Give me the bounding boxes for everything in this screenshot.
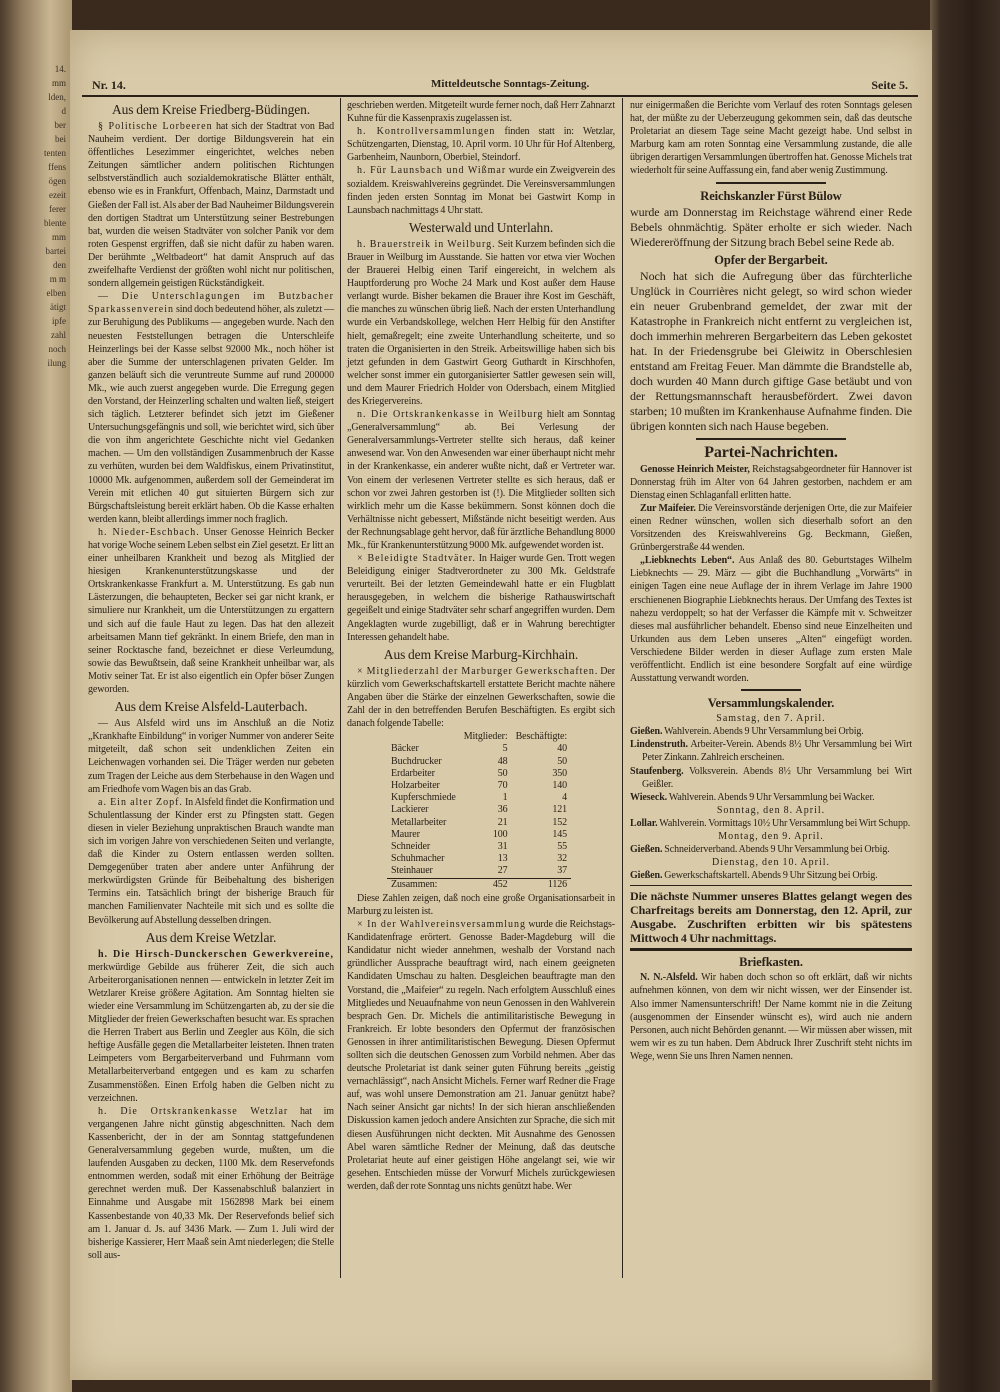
membership-table	[387, 731, 571, 891]
section-title: Briefkasten.	[739, 955, 803, 970]
article: Zur Maifeier. Die Vereinsvorstände derjenigen Orte, die zur Maifeier einen Redner wünschen, wollen sich dieserhalb sofort an den Vorsitzenden des Kreiswahlvereins Gg. Beckmann, Gießen, Grünbergerstraße 44 wenden.	[630, 502, 912, 554]
table-cell: Zusammen:	[387, 878, 460, 891]
trade-name: Holzarbeiter	[391, 780, 440, 792]
calendar-entry: Gießen. Wahlverein. Abends 9 Uhr Versammlung bei Orbig.	[630, 726, 864, 738]
issue-number: Nr. 14.	[92, 78, 126, 92]
trade-name: Maurer	[391, 828, 420, 840]
facing-page-text: zahl	[51, 330, 66, 340]
facing-page-text: ipfe	[52, 316, 66, 326]
table-cell: 100	[492, 828, 508, 840]
book-binding	[930, 0, 1000, 1392]
trade-name: Steinhauer	[391, 865, 433, 877]
table-cell: 152	[552, 816, 568, 828]
facing-page-text: bartei	[45, 246, 66, 256]
article: h. Die Hirsch-Dunckerschen Gewerkvereine, merkwürdige Gebilde aus früherer Zeit, die sich auch Arbeiterorganisationen nennen — entwickeln in letzter Zeit im Wetzlarer Kreise größere Agitation. Am Sonntag hielten sie wieder eine Versammlung im Schützengarten ab, zu der sie die Mitglieder der freien Gewerkschaften besucht war. Es sprachen die Herren Trabert aus Berlin und Zeegler aus Köln, die sich heftige Ausfälle gegen die Metallarbeiter leisteten. Ihnen traten Leimpeters vom Bergarbeiterverband und Fuhrmann vom Metallarbeiterverband entgegen und es kam zu scharfen Zusammenstößen. Einen Erfolg haben die Gelben nicht zu verzeichnen.	[88, 948, 334, 1104]
facing-page-text: ätigt	[50, 302, 66, 312]
table-cell: 50	[557, 755, 568, 767]
article: „Liebknechts Leben“. Aus Anlaß des 80. Geburtstages Wilhelm Liebknechts — 29. März — gibt die Buchhandlung „Vorwärts“ in einigen Tagen eine neue Auflage der in ihrem Verlage im Jahre 1900 erschienenen Biographie Liebknechts heraus. Der Umfang des Textes ist nahezu verdoppelt; so hat der Verfasser die Kämpfe mit v. Schweitzer dieses mal ausführlicher behandelt. Ebenso sind neue Einzelheiten und Urkunden aus dem Leben unseres „Alten“ eingefügt worden. Verschiedene Bilder werden in dieser Auflage zum ersten Male veröffentlicht. Endlich ist eine besondere Sorgfalt auf eine würdige Ausstattung verwandt worden.	[630, 555, 912, 685]
calendar-entry: Wieseck. Wahlverein. Abends 9 Uhr Versammlung bei Wacker.	[630, 791, 875, 803]
table-row	[387, 804, 571, 816]
column-rule	[622, 98, 623, 1278]
section-title: Aus dem Kreise Wetzlar.	[145, 929, 277, 945]
section-title: Reichskanzler Fürst Bülow	[700, 188, 842, 203]
section-title: Aus dem Kreise Friedberg-Büdingen.	[111, 102, 311, 117]
facing-page-text: blente	[44, 218, 66, 228]
facing-page-text: d	[61, 106, 66, 116]
table-cell: 5	[502, 743, 508, 755]
table-cell: 13	[497, 853, 508, 865]
table-cell: 1	[502, 792, 508, 804]
trade-name: Metallarbeiter	[391, 816, 447, 828]
table-row	[387, 817, 571, 829]
facing-page-text: ögen	[48, 176, 66, 186]
article: h. Für Launsbach und Wißmar wurde ein Zweigverein des sozialdem. Kreiswahlvereins gegründet. Die Vereinsversammlungen finden jeden ersten Sonntag im Monat bei Gastwirt Komp in Launsbach nachmittags 4 Uhr statt.	[347, 165, 615, 216]
article: Noch hat sich die Aufregung über das fürchterliche Unglück in Courrières nicht gelegt, so wird schon wieder ein neuer Grubenbrand gemeldet, der zwar mit der Katastrophe in Frankreich nicht entfernt zu vergleichen ist, doch immerhin mehreren Bergarbeitern das Leben gekostet hat. In der Friedensgrube bei Gleiwitz in Oberschlesien entstand am Freitag Feuer. Man dämmte die Brandstelle ab, doch wurden 40 Mann durch giftige Gase betäubt und von der Rettungsmannschaft herausbefördert. Zwei davon starben; 10 mußten im Krankenhause Aufnahme finden. Die übrigen konnten sich nach Hause begeben.	[630, 268, 912, 433]
article: — Die Unterschlagungen im Butzbacher Sparkassenverein sind doch bedeutend höher, als zuletzt — zur Beruhigung des Publikums — angegeben wurde. Nach den neuesten Feststellungen betragen die Unterschleife Heinzerlings bei der Kasse selbst 92000 Mk., noch höher ist aber die Summe der unterschlagenen privaten Gelder. Im ganzen beläuft sich die veruntreute Summe auf rund 200000 Mk., wie auch zuerst angegeben wurde. Die Erregung gegen den Vorstand, der Heinzerling schalten und walten ließ, steigert sich täglich. Letzterer befindet sich jetzt im Gießener Untersuchungsgefängnis und soll, wie berichtet wird, sich über die von ihm angerichtete Geschichte nicht viel Gedanken machen. — Um den vollständigen Zusammenbruch der Kasse zu verhüten, wurden bei dem Waldfiskus, einem Privatinstitut, 10000 Mk. aufgenommen, außerdem soll der Gemeinderat im Verein mit etlichen 40 gut situierten Bürgern sich zur Bürgschaftsleistung bereit erklärt haben. Ob die Kasse erhalten werden kann, bleibt allerdings immer noch fraglich.	[88, 291, 334, 525]
table-cell: 31	[497, 841, 508, 853]
table-row	[387, 792, 571, 804]
page-number: Seite 5.	[871, 78, 908, 92]
facing-page-text: lden,	[48, 92, 66, 102]
table-row	[387, 829, 571, 841]
table-row	[387, 780, 571, 792]
divider	[696, 438, 846, 440]
column-2	[347, 99, 615, 1193]
section-title: Partei-Nachrichten.	[704, 443, 838, 461]
divider	[630, 948, 912, 951]
article: h. Kontrollversammlungen finden statt in: Wetzlar, Schützengarten, Dienstag, 10. April vorm. 10 Uhr für Hof Altenberg, Garbenheim, Naunborn, Oberbiel, Steindorf.	[347, 126, 615, 164]
facing-page-text: mm	[51, 232, 66, 242]
table-cell: 37	[557, 865, 568, 877]
column-1	[88, 99, 334, 1262]
header-rule	[82, 95, 918, 97]
trade-name: Schneider	[391, 841, 431, 853]
trade-name: Buchdrucker	[391, 755, 442, 767]
table-cell: 32	[557, 853, 568, 865]
section-title: Aus dem Kreise Marburg-Kirchhain.	[383, 646, 579, 662]
table-cell: 350	[552, 767, 568, 779]
calendar-day: Sonntag, den 8. April.	[716, 804, 826, 816]
table-cell: 40	[557, 743, 568, 755]
trade-name: Erdarbeiter	[391, 767, 435, 779]
trade-name: Lackierer	[391, 804, 429, 816]
meeting-calendar	[630, 712, 912, 882]
trade-name: Bäcker	[391, 743, 419, 755]
table-row	[387, 865, 571, 878]
article: a. Ein alter Zopf. In Alsfeld findet die Konfirmation und Schulentlassung der Kinder erst zu Pfingsten statt. Gegen diesen in vieler Beziehung unpraktischen Brauch wandte man sich im vorigen Jahre von verschiedenen Seiten und verlangte, daß die Kinder zu Ostern entlassen werden sollten. Demgegenüber traten aber andere unter Anführung der merkwürdigsten Gründe für Beibehaltung des bisherigen Termins ein. Tatsächlich bringt der bisherige Brauch für manchen Familienvater Nachteile mit sich und es sollte die Bevölkerung auf Abstellung desselben dringen.	[88, 796, 334, 926]
article: — Aus Alsfeld wird uns im Anschluß an die Notiz „Krankhafte Einbildung“ in voriger Nummer von anderer Seite mitgeteilt, daß schon seit undenklichen Zeiten ein Leichenwagen vorhanden sei. Die Träger werden nur gebeten zum Tragen der Leiche aus dem Sterbehause in den Wagen und am Friedhofe vom Wagen bis an das Grab.	[88, 718, 334, 795]
table-cell: 452	[460, 878, 512, 891]
divider	[630, 885, 912, 886]
article: × In der Wahlvereinsversammlung wurde die Reichstags-Kandidatenfrage erörtert. Genosse Bader-Magdeburg will die Kandidatur nicht wieder annehmen, weshalb der Vorstand nach gründlicher Aussprache beauftragt wird, nach einem geeigneten Kandidaten Umschau zu halten. Desgleichen beauftragte man den Vorstand, die „Maifeier“ zu regeln. Nach erfolgtem Ausschluß eines Mitgliedes und Neuaufnahme von neun Genossen in den Wahlverein besprach Gen. Dr. Michels die antimilitaristische Bewegung in Frankreich. Er lobte besonders den Opfermut der französischen Genossen in ihrer antimilitaristischen Bewegung. Diesen Opfermut sollten sich die deutschen Genossen zum Vorbild nehmen. Aber das deutsche Proletariat ist dank seiner guten Führung bereits „geistig vernachlässigt“, nach Ansicht Michels. Ferner warf Redner die Frage auf, was wohl unsere Demonstration am 21. Januar genützt habe? Nach seiner Ansicht gar nichts! In der sich hieran anschließenden Diskussion kamen jedoch andere Ansichten zur Sprache, die sich mit diesen Ausführungen nicht deckten. Mit Ausnahme des Genossen Abel waren sämtliche Redner der Meinung, daß das deutsche Proletariat heute auf einer geistigen Höhe angelangt sei, wie wir gesehen. Entschieden müsse der Vorwurf Michels zurückgewiesen werden, daß der rote Sonntag uns nichts genützt habe. Wer	[347, 919, 616, 1192]
calendar-day: Samstag, den 7. April.	[716, 713, 826, 725]
facing-page-text: ber	[54, 120, 66, 130]
divider	[741, 689, 801, 691]
facing-page-text: mm	[51, 78, 66, 88]
calendar-day: Dienstag, den 10. April.	[711, 857, 831, 869]
table-cell: 48	[497, 755, 508, 767]
article: wurde am Donnerstag im Reichstage während einer Rede Bebels ohnmächtig. Später erholte er sich wieder. Nach Wiedereröffnung der Sitzung brach Bebel seine Rede ab.	[630, 204, 912, 249]
calendar-entry: Gießen. Gewerkschaftskartell. Abends 9 Uhr Sitzung bei Orbig.	[630, 870, 878, 882]
article: × Beleidigte Stadtväter. In Haiger wurde Gen. Trott wegen Beleidigung einiger Stadtverordneter zu 300 Mk. Geldstrafe verurteilt. Bei der letzten Gemeindewahl hatte er ein Flugblatt herausgegeben, in welchem die bisherige Rathauswirtschaft gegeißelt und einige Stadtväter sehr scharf angegriffen wurden. Dem Angeklagten wurde zugebilligt, daß er in Wahrung berechtigter Interessen gehandelt habe.	[347, 553, 615, 643]
facing-page-text: bei	[55, 134, 66, 144]
table-cell: 36	[497, 804, 508, 816]
section-title: Opfer der Bergarbeit.	[714, 252, 828, 267]
table-cell: 50	[497, 767, 508, 779]
calendar-entry: Gießen. Schneiderverband. Abends 9 Uhr Versammlung bei Orbig.	[630, 844, 890, 856]
trade-name: Kupferschmiede	[391, 792, 456, 804]
page-header	[86, 78, 916, 94]
column-rule	[340, 98, 341, 1278]
table-cell: 4	[562, 792, 568, 804]
facing-page-text: ferer	[49, 204, 66, 214]
article: Genosse Heinrich Meister, Reichstagsabgeordneter für Hannover ist Donnerstag früh im Alter von 64 Jahren gestorben, nachdem er am Dienstag einen Schlaganfall erlitten hatte.	[630, 463, 912, 501]
facing-page-text: ezeit	[49, 190, 66, 200]
column-header: Beschäftigte:	[515, 731, 568, 743]
calendar-entry: Lindenstruth. Arbeiter-Verein. Abends 8½ Uhr Versammlung bei Wirt Peter Zinkann. Zahlreich erscheinen.	[630, 739, 912, 764]
facing-page-edge	[0, 0, 72, 1392]
article: h. Nieder-Eschbach. Unser Genosse Heinrich Becker hat vorige Woche seinem Leben selbst ein Ziel gesetzt. Er litt an einer unheilbaren Krankheit und bezog als Mitglied der hiesigen Krankenunterstützungskasse und der Ortskrankenkasse Frankfurt a. M. Unterstützung. Es gab nun Lästerzungen, die behaupteten, Becker sei gar nicht krank, er simuliere nur Krankheit, um die Unterstützungen zu ergattern und sich auf die faule Haut zu legen. Das hat den allezeit arbeitsamen Mann tief gekränkt. In einem Briefe, den man in seiner Rocktasche fand, bezeichnet er diese Verleumdung, sowie das Bewußtsein, daß seine Krankheit unheilbar war, als Motiv seiner Tat. Er ist also eigentlich ein Opfer böser Zungen geworden.	[88, 526, 334, 696]
calendar-entry: Staufenberg. Volksverein. Abends 8½ Uhr Versammlung bei Wirt Geißler.	[630, 765, 912, 790]
divider	[716, 182, 826, 184]
article: n. Die Ortskrankenkasse in Weilburg hielt am Sonntag „Generalversammlung“ ab. Bei Verlesung der Generalversammlungs-Vertreter stellte sich heraus, daß keiner anwesend war. Von den Anwesenden war einer überhaupt nicht mehr in der Krankenkasse, ein anderer wußte nicht, daß er Vertreter war. Von einem der verlesenen Vertreter stellte es sich heraus, daß er schon vor zwei Jahren gestorben ist (!). Die Mitglieder sollten sich wirklich mehr um die Kasse bekümmern. Sonst können doch die Verhältnisse nicht gebessert, Mißstände nicht beseitigt werden. Aus der Rechnungsablage geht hervor, daß für ärztliche Behandlung 8000 Mk., für Krankenunterstützung 9000 Mk. aufgewendet worden ist.	[347, 409, 615, 551]
section-title: Versammlungskalender.	[707, 696, 835, 711]
table-cell: 70	[497, 780, 508, 792]
section-title: Aus dem Kreise Alsfeld-Lauterbach.	[114, 699, 308, 715]
facing-page-text: elben	[46, 288, 66, 298]
calendar-day: Montag, den 9. April.	[718, 831, 824, 842]
facing-page-text: 14.	[54, 64, 66, 74]
facing-page-text: m m	[49, 274, 66, 284]
table-cell: 121	[552, 804, 568, 816]
article: h. Die Ortskrankenkasse Wetzlar hat im vergangenen Jahre nicht günstig abgeschnitten. Nach dem Kassenbericht, der in der am Sonntag stattgefundenen Generalversammlung gegeben wurde, mußten, um die laufenden Ausgaben zu decken, 1100 Mk. dem Reservefonds entnommen werden, sodaß mit einer Erhöhung der Beiträge gerechnet werden muß. Der Kassenabschluß balanziert in Einnahme und Ausgabe mit 1562898 Mark bei einem Kassenbestande von 40,33 Mk. Der Reservefonds belief sich am 1. Januar d. Js. auf 3436 Mark. — Zum 1. Juli wird der bisherige Kassierer, Herr Maaß sein Amt niederlegen; die Stelle soll aus-	[88, 1105, 334, 1261]
facing-page-text: ilung	[47, 358, 66, 368]
table-row	[387, 743, 571, 755]
calendar-entry: Lollar. Wahlverein. Vormittags 10½ Uhr Versammlung bei Wirt Schupp.	[630, 817, 911, 829]
facing-page-text: den	[53, 260, 66, 270]
article: geschrieben werden. Mitgeteilt wurde ferner noch, daß Herr Zahnarzt Kuhne für die Kassenpraxis zugelassen ist.	[347, 100, 615, 125]
table-cell: 55	[557, 841, 568, 853]
table-cell: 1126	[512, 878, 571, 891]
table-cell: 140	[552, 780, 568, 792]
article: × Mitgliederzahl der Marburger Gewerkschaften. Der kürzlich vom Gewerkschaftskartell erstattete Bericht machte nähere Angaben über die Stärke der einzelnen Gewerkschaften, sowie die Zahl der in den betreffenden Berufen Beschäftigten. Es ergibt sich danach folgende Tabelle:	[347, 665, 615, 730]
article: nur einigermaßen die Berichte vom Verlauf des roten Sonntags gelesen hat, der müßte zu der Ueberzeugung gekommen sein, daß das deutsche Proletariat an diesem Tage seine Macht gezeigt habe. Und selbst in Marburg kam am roten Sonntag eine Versammlung zustande, die alle übrigen derartigen Versammlungen übertroffen hat. Genosse Michels trat wiederholt für seine Auffassung ein, fand aber wenig Zustimmung.	[630, 100, 912, 177]
table-row	[387, 853, 571, 865]
table-row	[387, 768, 571, 780]
column-header: Mitglieder:	[463, 731, 508, 743]
facing-page-text: ffens	[48, 162, 66, 172]
table-total-row	[387, 878, 571, 891]
publication-notice: Die nächste Nummer unseres Blattes gelangt wegen des Charfreitags bereits am Donnerstag, den 12. April, zur Ausgabe. Zuschriften erbitten wir bis spätestens Mittwoch 4 Uhr nachmittags.	[630, 889, 912, 946]
article: Diese Zahlen zeigen, daß noch eine große Organisationsarbeit in Marburg zu leisten ist.	[347, 892, 615, 917]
table-cell: 27	[497, 865, 508, 877]
facing-page-text: tenten	[44, 148, 66, 158]
table-row	[387, 841, 571, 853]
article: § Politische Lorbeeren hat sich der Stadtrat von Bad Nauheim verdient. Der dortige Bildungsverein hat ein öffentliches Lesezimmer eingerichtet, welches neben Zeitungen sämtlicher andern politischen Richtungen selbstverständlich auch sozialdemokratische Blätter enthält, ebenso wie es in Frankfurt, Offenbach, Mainz, Darmstadt und Gießen der Fall ist. Als aber der Bad Nauheimer Bildungsverein den dortigen Stadtrat um Unterstützung seiner Bestrebungen bat, wurden die weisen Stadtväter von solcher Panik vor dem roten Gespenst ergriffen, daß sie nicht dafür zu haben waren. Der berühmte „Weltbadeort“ hat damit Anspruch auf das zweifelhafte Verdienst der größten wohl nicht nur politischen, sondern allgemein geistigen Rückständigkeit.	[88, 121, 335, 290]
table-row	[387, 756, 571, 768]
article: N. N.-Alsfeld. Wir haben doch schon so oft erklärt, daß wir nichts aufnehmen können, von dem wir nicht wissen, wer der Einsender ist. Also immer Namensunterschrift! Der Name kommt nie in die Zeitung (ausgenommen der Einsender wünscht es), wird auch nie andern Personen, auch nicht Behörden genannt. — Wir müssen aber wissen, mit wem wir es zu tun haben. Dem Abdruck Ihrer Zuschrift steht nichts im Wege, wenn Sie uns Ihren Namen nennen.	[630, 972, 912, 1062]
facing-page-text: noch	[48, 344, 66, 354]
table-cell: 21	[497, 816, 508, 828]
trade-name: Schuhmacher	[391, 853, 445, 865]
newspaper-title: Mitteldeutsche Sonntags-Zeitung.	[431, 78, 590, 90]
article: h. Brauerstreik in Weilburg. Seit Kurzem befinden sich die Brauer in Weilburg im Ausstande. Sie hatten vor etwa vier Wochen der Brauerei Helbig einen Tarif eingereicht, in welchem als Hauptforderung pro Woche 24 Mark und Kost außer dem Hause verlangt wurde. Bisher bekamen die Brauer ihre Kost im Geschäft, die manches zu wünschen übrig ließ. Nach der ersten Unterhandlung wurde ein Verbandskollege, welchen Herr Helbig für den Anstifter hielt, gemaßregelt; eine zweite Unterhandlung scheiterte, und so traten die Organisierten in den Streik. Arbeitswillige haben sich bis jetzt gefunden in dem Gastwirt Georg Guthardt in Kirschhofen, welcher sonst immer ein gutorganisierter Sattler gewesen sein will, und dem Maurer Friedrich Holder von Odersbach, einem Mitglied des Kriegervereins.	[347, 238, 615, 407]
section-title: Westerwald und Unterlahn.	[408, 219, 554, 235]
table-cell: 145	[552, 828, 568, 840]
column-3	[630, 99, 912, 1063]
